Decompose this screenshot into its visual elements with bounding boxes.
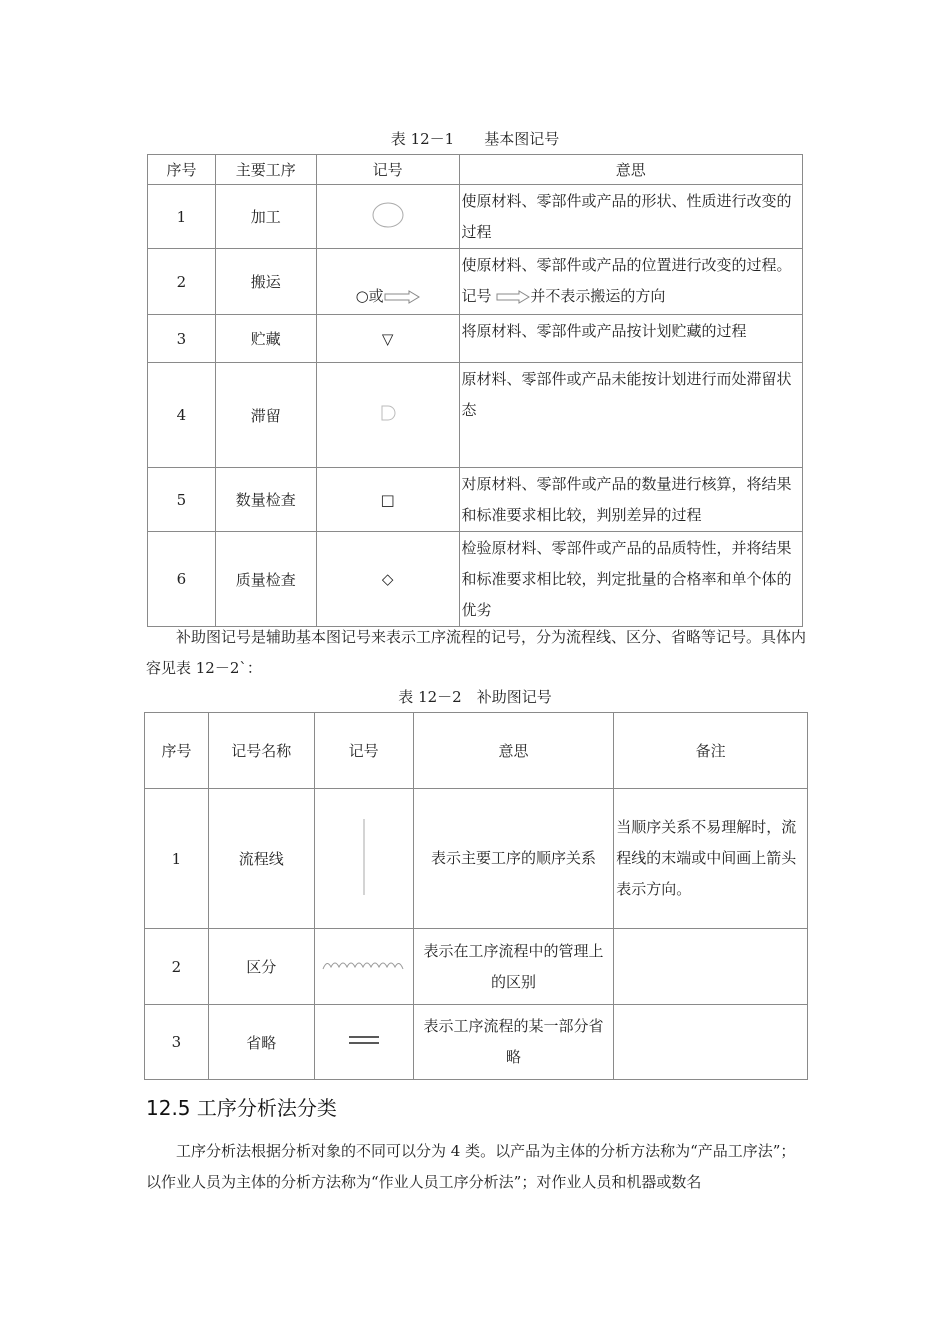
table-row xyxy=(148,315,803,363)
basic-symbols-table xyxy=(147,154,803,627)
header-meaning: 意思 xyxy=(459,155,802,185)
cell-note xyxy=(614,929,808,1005)
meaning-part2: 并不表示搬运的方向 xyxy=(530,287,666,305)
cell-no: 3 xyxy=(148,315,216,363)
cell-process: 滞留 xyxy=(215,363,316,468)
symbol-text: ○或 xyxy=(355,287,384,305)
paragraph-auxiliary-symbols: 补助图记号是辅助基本图记号来表示工序流程的记号，分为流程线、区分、省略等记号。具体内容见表 12－2`： xyxy=(146,628,807,677)
cell-meaning: 使原材料、零部件或产品的形状、性质进行改变的过程 xyxy=(459,185,802,249)
cell-process: 数量检查 xyxy=(215,468,316,532)
section-heading: 12.5 工序分析法分类 xyxy=(146,1096,337,1120)
cell-symbol xyxy=(316,363,459,468)
cell-symbol xyxy=(316,185,459,249)
table-row xyxy=(148,468,803,532)
cell-no: 3 xyxy=(145,1005,209,1080)
table-row xyxy=(145,789,808,929)
cell-process: 质量检查 xyxy=(215,532,316,627)
cell-symbol-name: 省略 xyxy=(208,1005,314,1080)
cell-meaning: 表示主要工序的顺序关系 xyxy=(413,789,614,929)
header-symbol: 记号 xyxy=(316,155,459,185)
cell-no: 4 xyxy=(148,363,216,468)
cell-no: 6 xyxy=(148,532,216,627)
cell-meaning: 表示在工序流程中的管理上的区别 xyxy=(413,929,614,1005)
auxiliary-symbols-table xyxy=(144,712,808,1080)
cell-symbol xyxy=(314,789,413,929)
wavy-line-icon xyxy=(321,955,407,975)
cell-meaning: 对原材料、零部件或产品的数量进行核算，将结果和标准要求相比较，判别差异的过程 xyxy=(459,468,802,532)
cell-symbol: □ xyxy=(316,468,459,532)
cell-no: 1 xyxy=(145,789,209,929)
cell-symbol xyxy=(314,1005,413,1080)
paragraph-classification: 工序分析法根据分析对象的不同可以分为 4 类。以产品为主体的分析方法称为“产品工序法”；以作业人员为主体的分析方法称为“作业人员工序分析法”；对作业人员和机器或数名 xyxy=(146,1142,796,1191)
cell-no: 1 xyxy=(148,185,216,249)
table1-caption: 表 12－1 基本图记号 xyxy=(390,130,560,148)
meaning-part1: 使原材料、零部件或产品的位置进行改变的过程。记号 xyxy=(461,256,792,305)
cell-note: 当顺序关系不易理解时，流程线的末端或中间画上箭头表示方向。 xyxy=(614,789,808,929)
cell-meaning xyxy=(459,249,802,315)
table-row xyxy=(145,929,808,1005)
table-header-row xyxy=(148,155,803,185)
table-row xyxy=(148,532,803,627)
table-row xyxy=(145,1005,808,1080)
cell-meaning: 将原材料、零部件或产品按计划贮藏的过程 xyxy=(459,315,802,363)
cell-symbol: ◇ xyxy=(316,532,459,627)
cell-no: 2 xyxy=(145,929,209,1005)
cell-process: 加工 xyxy=(215,185,316,249)
cell-symbol-name: 区分 xyxy=(208,929,314,1005)
hollow-arrow-icon xyxy=(496,290,530,304)
ellipse-icon xyxy=(371,201,405,229)
cell-process: 贮藏 xyxy=(215,315,316,363)
header-process: 主要工序 xyxy=(215,155,316,185)
header-no: 序号 xyxy=(148,155,216,185)
table-row xyxy=(148,363,803,468)
cell-meaning: 表示工序流程的某一部分省略 xyxy=(413,1005,614,1080)
header-meaning: 意思 xyxy=(413,713,614,789)
cell-no: 2 xyxy=(148,249,216,315)
cell-symbol: ▽ xyxy=(316,315,459,363)
header-note: 备注 xyxy=(614,713,808,789)
header-symbol-name: 记号名称 xyxy=(208,713,314,789)
d-shape-icon xyxy=(379,404,397,422)
cell-symbol-name: 流程线 xyxy=(208,789,314,929)
cell-meaning: 原材料、零部件或产品未能按计划进行而处滞留状态 xyxy=(459,363,802,468)
cell-symbol xyxy=(314,929,413,1005)
cell-note xyxy=(614,1005,808,1080)
table2-caption: 表 12－2 补助图记号 xyxy=(398,688,552,706)
header-symbol: 记号 xyxy=(314,713,413,789)
double-line-icon xyxy=(347,1033,381,1047)
hollow-arrow-icon xyxy=(384,290,420,304)
header-no: 序号 xyxy=(145,713,209,789)
cell-no: 5 xyxy=(148,468,216,532)
table-row xyxy=(148,249,803,315)
vertical-line-icon xyxy=(359,817,369,897)
table-header-row xyxy=(145,713,808,789)
table-row xyxy=(148,185,803,249)
cell-symbol xyxy=(316,249,459,315)
cell-meaning: 检验原材料、零部件或产品的品质特性，并将结果和标准要求相比较，判定批量的合格率和单个体的优劣 xyxy=(459,532,802,627)
cell-process: 搬运 xyxy=(215,249,316,315)
